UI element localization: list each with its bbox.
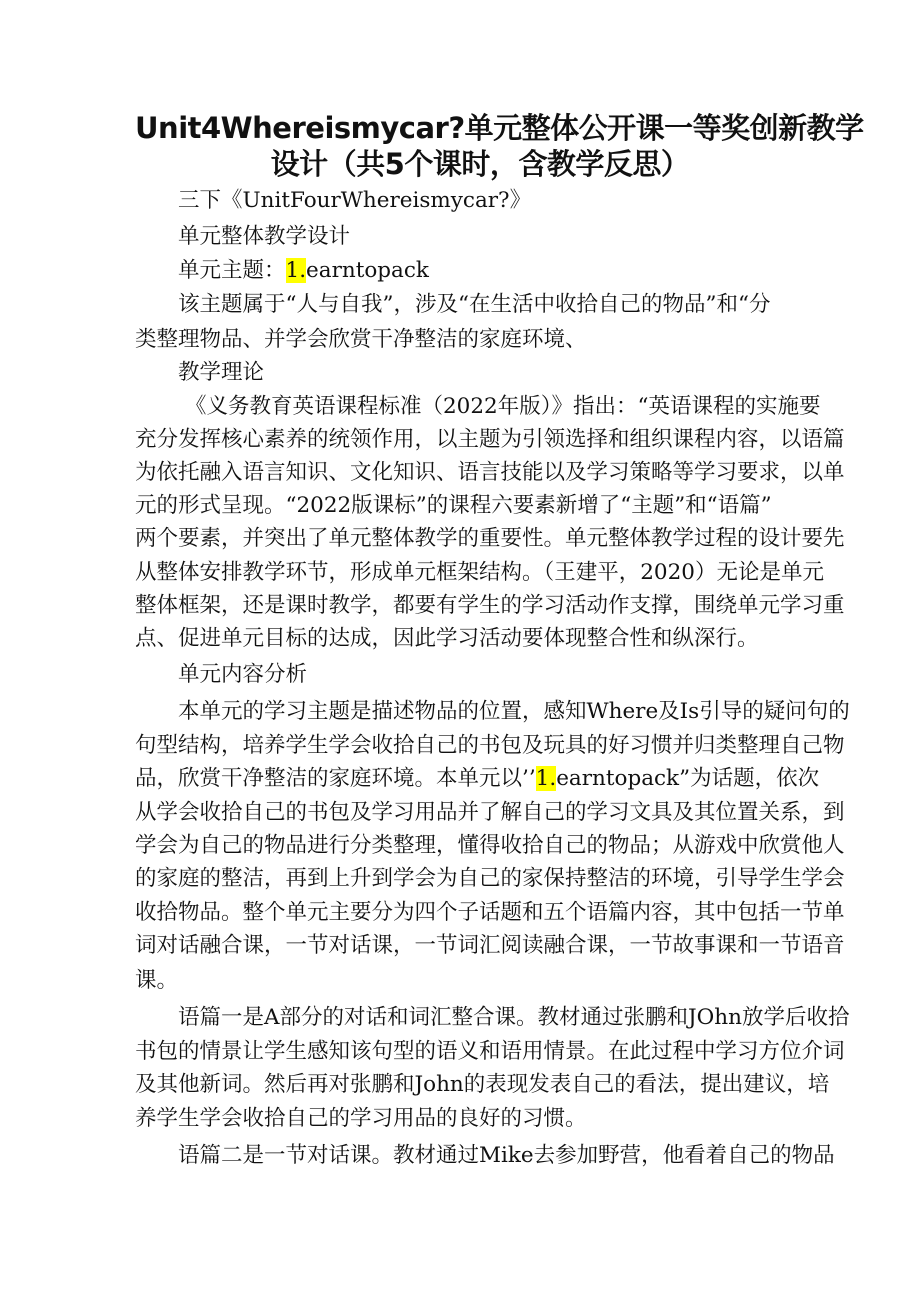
subtitle: 三下《UnitFourWhereismycar?》 [178,188,532,213]
theory-heading: 教学理论 [178,360,265,385]
para3-line: 句型结构，培养学生学会收拾自己的书包及玩具的好习惯并归类整理自己物 [135,733,845,758]
document-title-line-1: Unit4Whereismycar?单元整体公开课一等奖创新教学 [135,111,864,145]
para4-line: 语篇一是A部分的对话和词汇整合课。教材通过张鹏和JOhn放学后收拾 [178,1005,850,1030]
para3-line: 词对话融合课，一节对话课，一节词汇阅读融合课，一节故事课和一节语音 [135,933,845,958]
para3-line: 学会为自己的物品进行分类整理，懂得收拾自己的物品；从游戏中欣赏他人 [135,833,845,858]
para2-line: 两个要素，并突出了单元整体教学的重要性。单元整体教学过程的设计要先 [135,526,845,551]
para1-line: 该主题属于“人与自我”，涉及“在生活中收拾自己的物品”和“分 [178,292,771,317]
para2-line: 元的形式呈现。“2022版课标”的课程六要素新增了“主题”和“语篇” [135,493,772,518]
para1-line: 类整理物品、并学会欣赏干净整洁的家庭环境、 [135,327,587,352]
para5-line: 语篇二是一节对话课。教材通过Mike去参加野营，他看着自己的物品 [178,1143,835,1168]
para3-line: 收拾物品。整个单元主要分为四个子话题和五个语篇内容，其中包括一节单 [135,900,845,925]
para4-line: 养学生学会收拾自己的学习用品的良好的习惯。 [135,1106,587,1131]
para3-line: 的家庭的整洁，再到上升到学会为自己的家保持整洁的环境，引导学生学会 [135,866,845,891]
para3-line: 课。 [135,968,179,993]
para4-line: 书包的情景让学生感知该句型的语义和语用情景。在此过程中学习方位介词 [135,1039,845,1064]
para3-line [135,764,820,794]
para3-line: 从学会收拾自己的书包及学习用品并了解自己的学习文具及其位置关系，到 [135,800,845,825]
design-heading: 单元整体教学设计 [178,224,351,249]
para3-line: 本单元的学习主题是描述物品的位置，感知Where及Is引导的疑问句的 [178,699,850,724]
para3-text: 品，欣赏干净整洁的家庭环境。本单元以’’ [135,766,536,791]
para2-line: 充分发挥核心素养的统领作用，以主题为引领选择和组织课程内容，以语篇 [135,427,845,452]
para2-line: 点、促进单元目标的达成，因此学习活动要体现整合性和纵深行。 [135,626,759,651]
unit-theme-text: earntopack [306,258,429,283]
para2-line: 《义务教育英语课程标准（2022年版）》指出：“英语课程的实施要 [185,394,821,419]
para4-line: 及其他新词。然后再对张鹏和John的表现发表自己的看法，提出建议，培 [135,1072,830,1097]
unit-theme [178,256,838,286]
document-title-line-2: 设计（共5个课时，含教学反思） [270,147,690,181]
para3-text: earntopack”为话题，依次 [556,766,820,791]
para2-line: 为依托融入语言知识、文化知识、语言技能以及学习策略等学习要求，以单 [135,460,845,485]
para2-line: 整体框架，还是课时教学，都要有学生的学习活动作支撑，围绕单元学习重 [135,593,845,618]
unit-theme-highlight: 1. [285,258,307,283]
para2-line: 从整体安排教学环节，形成单元框架结构。（王建平，2020）无论是单元 [135,560,824,585]
para3-highlight: 1. [535,766,557,791]
analysis-heading: 单元内容分析 [178,662,308,687]
unit-theme-label: 单元主题： [178,258,286,283]
